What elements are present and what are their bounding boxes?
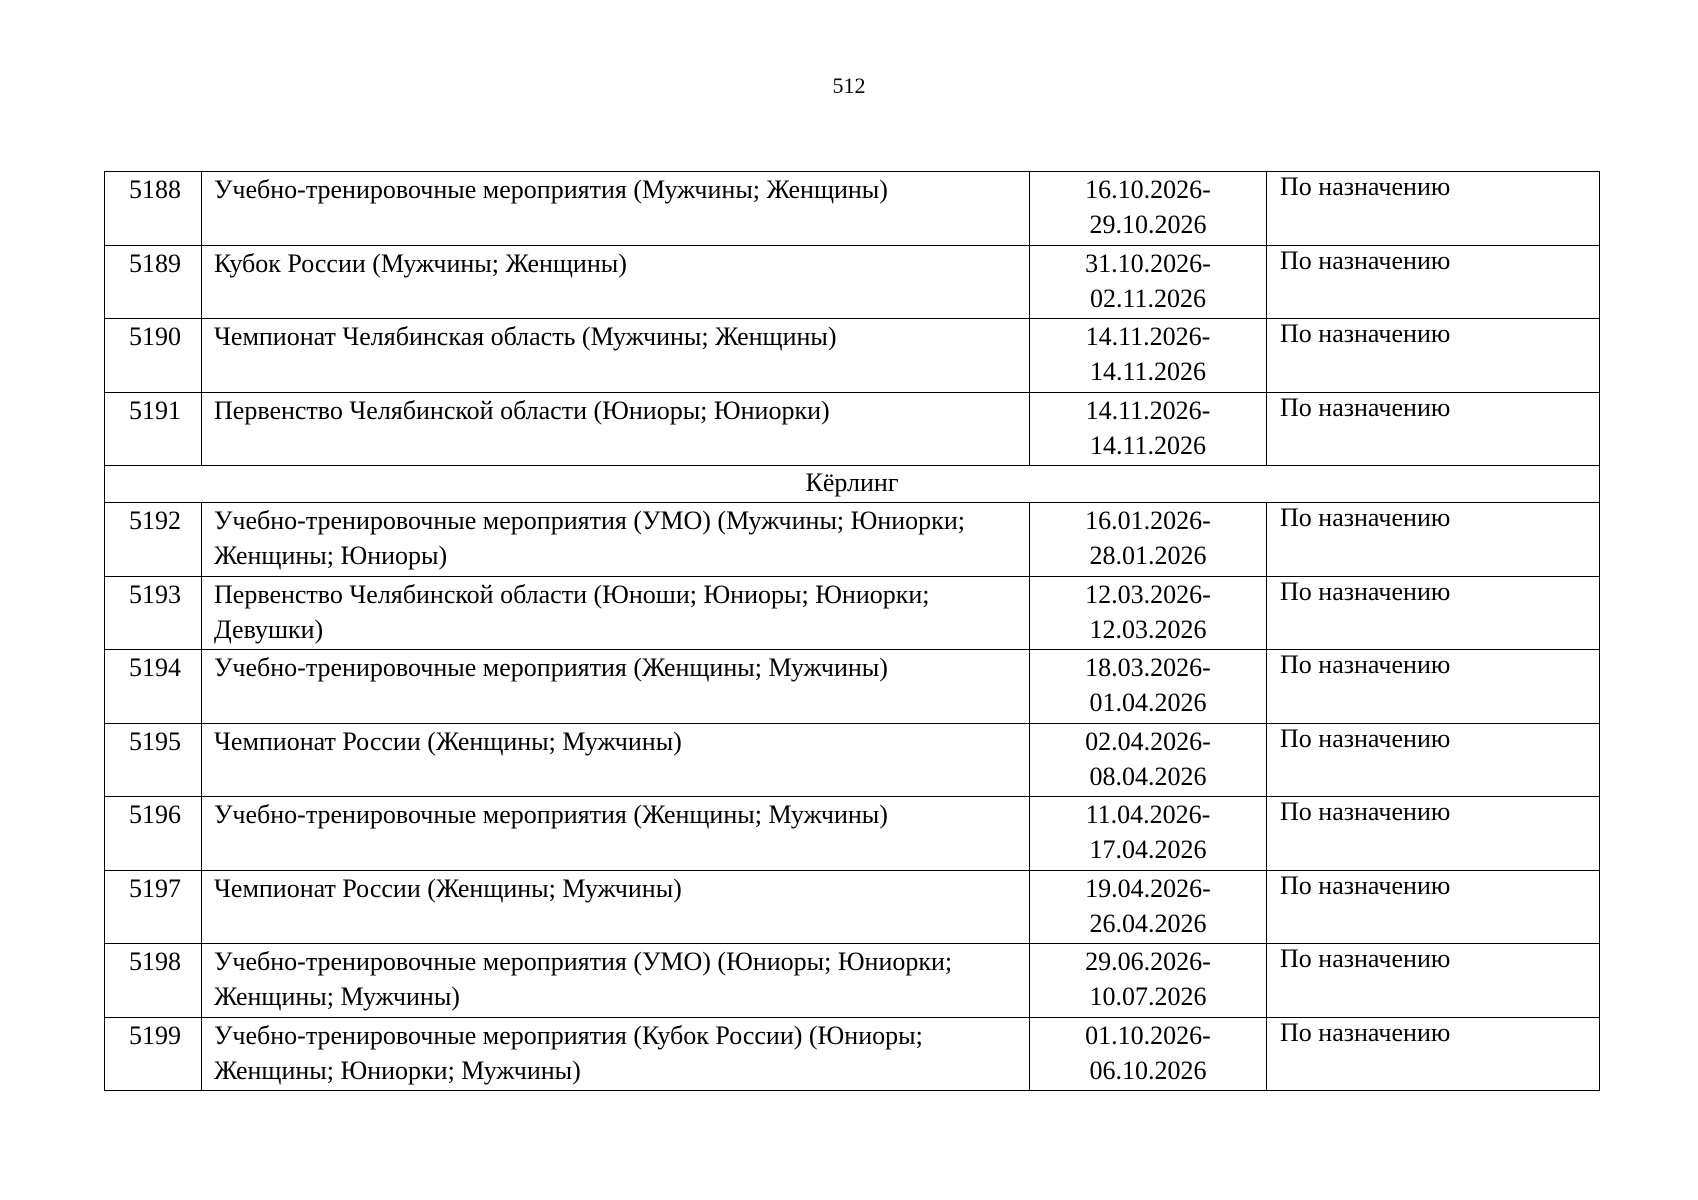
event-name: Чемпионат России (Женщины; Мужчины): [202, 723, 1030, 797]
date-end: 01.04.2026: [1089, 688, 1207, 717]
event-name: Учебно-тренировочные мероприятия (Женщины; Мужчины): [202, 650, 1030, 724]
date-start: 14.11.2026-: [1085, 395, 1211, 425]
event-dates: [1030, 944, 1267, 1018]
event-name: Учебно-тренировочные мероприятия (УМО) (Юниоры; Юниорки; Женщины; Мужчины): [202, 944, 1030, 1018]
date-end: 17.04.2026: [1089, 835, 1207, 864]
row-number: 5189: [105, 245, 202, 319]
date-end: 28.01.2026: [1089, 541, 1207, 570]
event-place: По назначению: [1267, 650, 1600, 724]
table-row: [105, 870, 1600, 944]
event-name: Чемпионат России (Женщины; Мужчины): [202, 870, 1030, 944]
event-place: По назначению: [1267, 245, 1600, 319]
date-start: 12.03.2026-: [1085, 579, 1211, 609]
date-start: 16.10.2026-: [1085, 175, 1211, 204]
row-number: 5197: [105, 870, 202, 944]
date-start: 02.04.2026-: [1085, 726, 1211, 756]
table-row: [105, 1017, 1600, 1091]
date-end: 06.10.2026: [1089, 1055, 1207, 1085]
event-name: Учебно-тренировочные мероприятия (УМО) (Мужчины; Юниорки; Женщины; Юниоры): [202, 503, 1030, 577]
event-dates: [1030, 503, 1267, 577]
event-place: По назначению: [1267, 392, 1600, 466]
section-title: Кёрлинг: [105, 466, 1600, 503]
event-dates: [1030, 1017, 1267, 1091]
row-number: 5194: [105, 650, 202, 724]
event-name: Учебно-тренировочные мероприятия (Мужчины; Женщины): [202, 172, 1030, 246]
date-end: 02.11.2026: [1089, 283, 1207, 313]
date-start: 31.10.2026-: [1085, 248, 1211, 278]
date-end: 08.04.2026: [1089, 761, 1207, 791]
table-row: [105, 172, 1600, 246]
row-number: 5191: [105, 392, 202, 466]
row-number: 5192: [105, 503, 202, 577]
event-place: По назначению: [1267, 1017, 1600, 1091]
date-end: 14.11.2026: [1089, 357, 1207, 386]
event-name: Учебно-тренировочные мероприятия (Кубок России) (Юниоры; Женщины; Юниорки; Мужчины): [202, 1017, 1030, 1091]
date-start: 16.01.2026-: [1085, 506, 1211, 535]
event-dates: [1030, 576, 1267, 650]
event-place: По назначению: [1267, 944, 1600, 1018]
event-place: По назначению: [1267, 576, 1600, 650]
row-number: 5193: [105, 576, 202, 650]
table-row: [105, 944, 1600, 1018]
row-number: 5190: [105, 319, 202, 393]
date-start: 11.04.2026-: [1085, 800, 1211, 829]
event-place: По назначению: [1267, 319, 1600, 393]
event-name: Чемпионат Челябинская область (Мужчины; Женщины): [202, 319, 1030, 393]
date-end: 12.03.2026: [1089, 614, 1207, 644]
event-place: По назначению: [1267, 870, 1600, 944]
date-start: 18.03.2026-: [1085, 653, 1211, 682]
event-name: Кубок России (Мужчины; Женщины): [202, 245, 1030, 319]
table-row: [105, 245, 1600, 319]
row-number: 5199: [105, 1017, 202, 1091]
date-end: 29.10.2026: [1089, 210, 1207, 239]
event-dates: [1030, 650, 1267, 724]
events-table: [104, 171, 1600, 1091]
event-name: Учебно-тренировочные мероприятия (Женщины; Мужчины): [202, 797, 1030, 871]
event-dates: [1030, 172, 1267, 246]
event-name: Первенство Челябинской области (Юноши; Юниоры; Юниорки; Девушки): [202, 576, 1030, 650]
date-end: 10.07.2026: [1089, 982, 1207, 1011]
table-row: [105, 319, 1600, 393]
table-row: [105, 392, 1600, 466]
date-start: 01.10.2026-: [1085, 1020, 1211, 1050]
row-number: 5188: [105, 172, 202, 246]
table-row: [105, 723, 1600, 797]
row-number: 5196: [105, 797, 202, 871]
row-number: 5195: [105, 723, 202, 797]
event-dates: [1030, 723, 1267, 797]
event-dates: [1030, 797, 1267, 871]
date-start: 14.11.2026-: [1085, 322, 1211, 351]
row-number: 5198: [105, 944, 202, 1018]
table-row: [105, 650, 1600, 724]
event-dates: [1030, 245, 1267, 319]
table-row: [105, 797, 1600, 871]
event-dates: [1030, 392, 1267, 466]
event-place: По назначению: [1267, 723, 1600, 797]
date-start: 29.06.2026-: [1085, 947, 1211, 976]
event-name: Первенство Челябинской области (Юниоры; Юниорки): [202, 392, 1030, 466]
date-end: 26.04.2026: [1089, 908, 1207, 938]
event-place: По назначению: [1267, 797, 1600, 871]
event-dates: [1030, 870, 1267, 944]
event-dates: [1030, 319, 1267, 393]
event-place: По назначению: [1267, 503, 1600, 577]
table-row: [105, 576, 1600, 650]
date-end: 14.11.2026: [1089, 430, 1207, 460]
table-row: [105, 503, 1600, 577]
date-start: 19.04.2026-: [1085, 873, 1211, 903]
page-number: 512: [832, 73, 866, 98]
event-place: По назначению: [1267, 172, 1600, 246]
section-row: [105, 466, 1600, 503]
